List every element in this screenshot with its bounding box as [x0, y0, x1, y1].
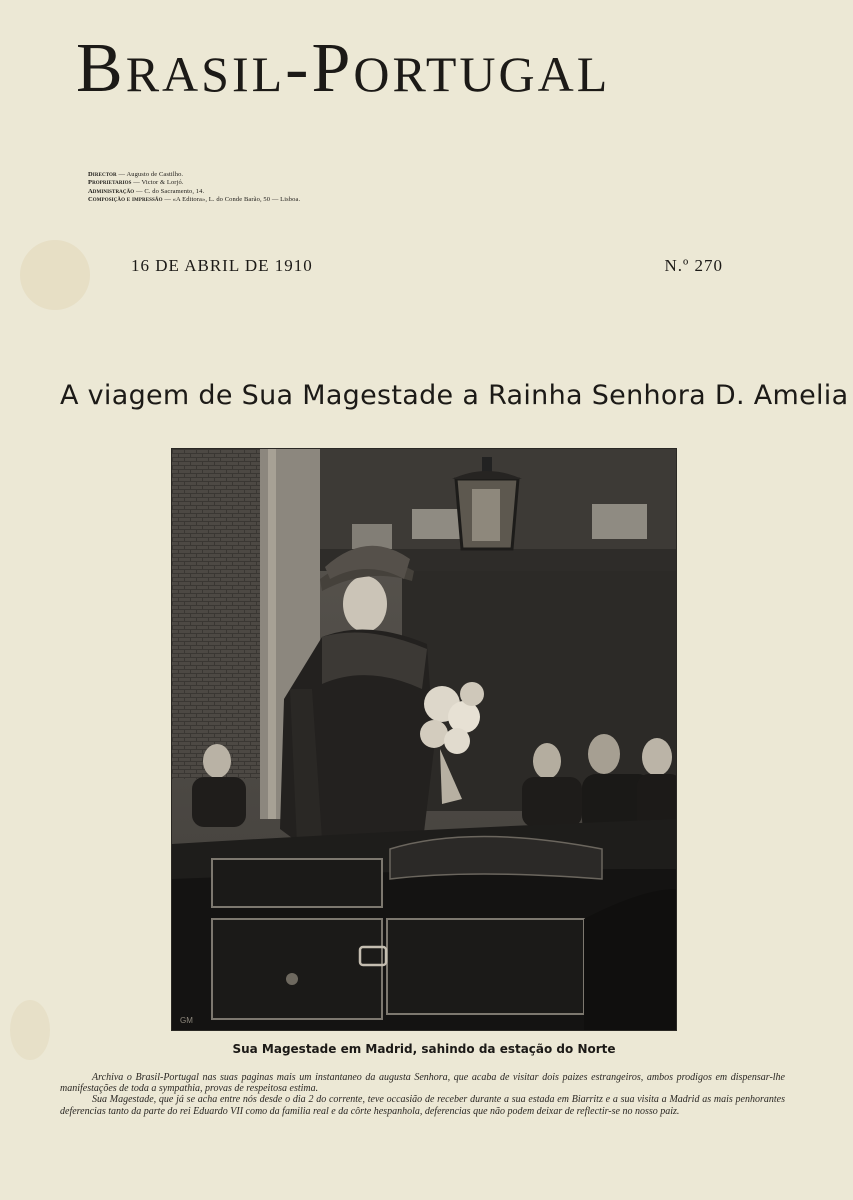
issue-number: N.º 270: [664, 256, 723, 275]
open-carriage: [172, 819, 676, 1030]
masthead-title: [76, 30, 776, 107]
article-headline: A viagem de Sua Magestade a Rainha Senhora D. Amelia: [60, 380, 849, 411]
photo-signature: GM: [180, 1016, 193, 1025]
paragraph: Archiva o Brasil-Portugal nas suas paginas mais um instantaneo da augusta Senhora, que acaba de visitar dois paizes estrangeiros, ambos prodigos em dispensar-lhe manifestações de toda a sympathia, provas de respeitosa estima.: [60, 1072, 785, 1095]
credit-line: Administração — C. do Sacramento, 14.: [88, 187, 205, 195]
photo-illustration: [172, 449, 676, 1030]
article-body: [60, 1072, 785, 1117]
masthead-separator: -: [285, 30, 312, 107]
queen-photograph: [172, 449, 676, 1030]
brick-wall: [172, 449, 262, 779]
paper-stain: [10, 1000, 50, 1060]
publication-credits: [88, 171, 408, 205]
credit-line: Proprietarios — Victor & Lorjó.: [88, 179, 184, 187]
photo-caption: Sua Magestade em Madrid, sahindo da estação do Norte: [232, 1042, 616, 1056]
masthead-initial: B: [76, 30, 126, 107]
masthead-word: ORTUGAL: [353, 46, 611, 102]
credit-line: Composição e impressão — «A Editora», L. do Conde Barão, 50 — Lisboa.: [88, 196, 301, 204]
credit-line: Director — Augusto de Castilho.: [88, 171, 184, 178]
paragraph: Sua Magestade, que já se acha entre nós desde o dia 2 do corrente, teve occasião de receber durante a sua estada em Biarritz e a sua visita a Madrid as mais penhorantes deferencias tanto da parte do rei Eduardo VII como da familia real e da côrte hespanhola, deferencias que não podem deixar de reflectir-se no nosso paiz.: [60, 1094, 785, 1117]
paper-stain: [20, 240, 90, 310]
masthead-word: RASIL: [125, 46, 286, 102]
masthead-initial: P: [311, 30, 354, 107]
issue-date: 16 DE ABRIL DE 1910: [131, 256, 313, 275]
